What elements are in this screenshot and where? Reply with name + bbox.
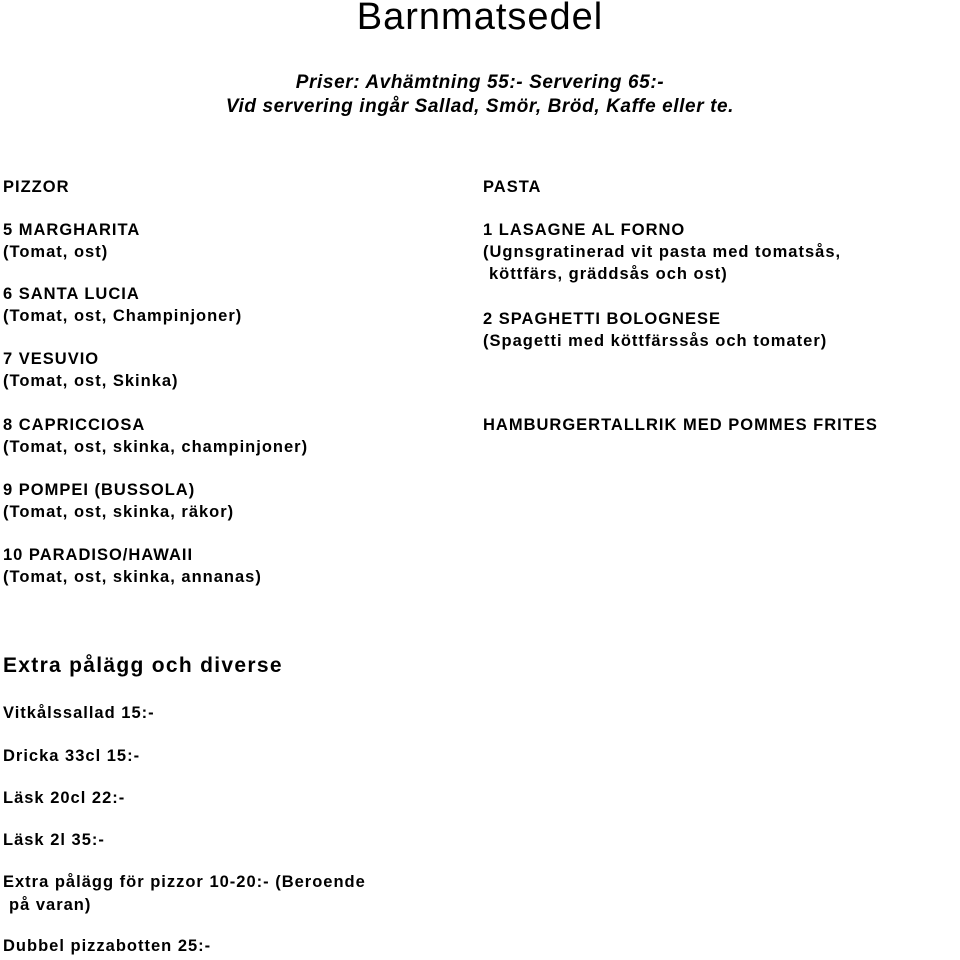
item-name: 9 POMPEI (BUSSOLA) [3, 481, 196, 499]
menu-item-paradiso [3, 544, 262, 588]
menu-item-spaghetti [483, 308, 827, 352]
extra-item: Läsk 2l 35:- [3, 831, 105, 849]
item-name: 6 SANTA LUCIA [3, 285, 140, 303]
item-name: 10 PARADISO/HAWAII [3, 546, 194, 564]
page-title: Barnmatsedel [356, 0, 604, 38]
menu-item-hamburger: HAMBURGERTALLRIK MED POMMES FRITES [483, 416, 878, 434]
item-name: 1 LASAGNE AL FORNO [483, 221, 686, 239]
extra-item: Vitkålssallad 15:- [3, 704, 155, 722]
menu-item-capricciosa [3, 414, 308, 458]
menu-item-vesuvio [3, 348, 179, 392]
extras-heading: Extra pålägg och diverse [3, 654, 283, 677]
item-description: (Tomat, ost, skinka, räkor) [3, 503, 235, 521]
item-description: (Tomat, ost) [3, 243, 109, 261]
item-description: (Tomat, ost, skinka, champinjoner) [3, 438, 309, 456]
item-description-cont: köttfärs, gräddsås och ost) [489, 265, 728, 283]
pizza-heading: PIZZOR [3, 178, 70, 196]
item-description: (Tomat, ost, Champinjoner) [3, 307, 243, 325]
menu-item-pompei [3, 479, 234, 523]
extra-item: Dubbel pizzabotten 25:- [3, 937, 212, 955]
menu-item-margharita [3, 219, 140, 263]
menu-item-lasagne [483, 219, 841, 285]
item-name: 2 SPAGHETTI BOLOGNESE [483, 310, 721, 328]
menu-item-santa-lucia [3, 283, 242, 327]
item-description: (Spagetti med köttfärssås och tomater) [483, 332, 828, 350]
extra-item: Extra pålägg för pizzor 10-20:- (Beroende [3, 873, 366, 891]
item-name: 7 VESUVIO [3, 350, 100, 368]
pasta-heading: PASTA [483, 178, 542, 196]
extra-item: Läsk 20cl 22:- [3, 789, 126, 807]
item-description: (Ugnsgratinerad vit pasta med tomatsås, [483, 243, 842, 261]
item-description: (Tomat, ost, skinka, annanas) [3, 568, 262, 586]
price-info: Priser: Avhämtning 55:- Servering 65:- [295, 72, 665, 93]
item-description: (Tomat, ost, Skinka) [3, 372, 179, 390]
item-name: 8 CAPRICCIOSA [3, 416, 146, 434]
extra-item: Dricka 33cl 15:- [3, 747, 141, 765]
included-info: Vid servering ingår Sallad, Smör, Bröd, Kaffe eller te. [225, 96, 735, 117]
item-name: 5 MARGHARITA [3, 221, 141, 239]
extra-item-cont: på varan) [9, 896, 92, 914]
